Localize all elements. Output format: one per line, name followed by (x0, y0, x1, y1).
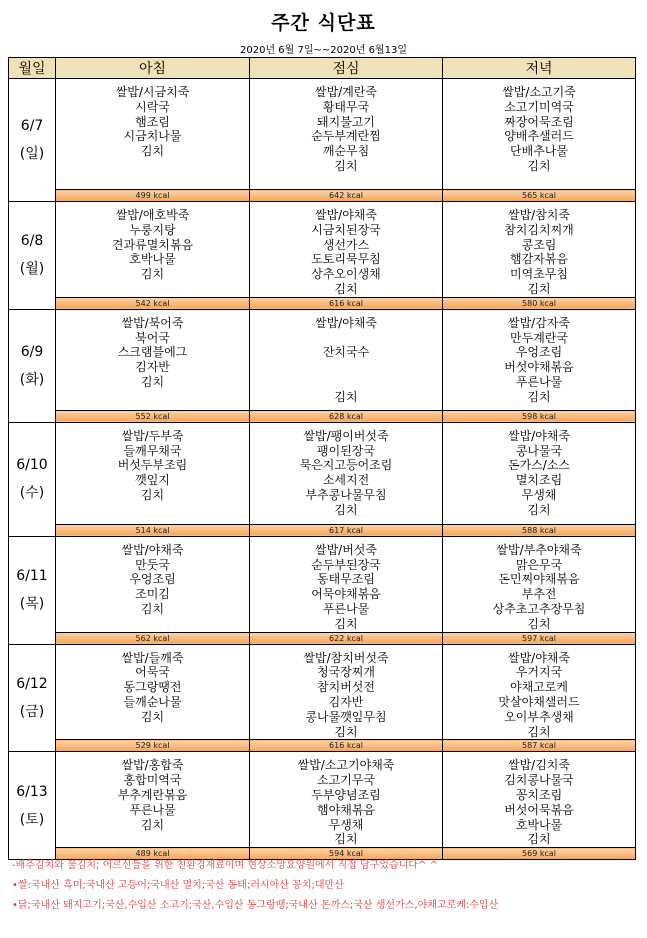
menu-item: 부추계란볶음 (117, 787, 188, 802)
menu-item: 쌀밥/소고기야채죽 (297, 758, 395, 773)
note-kimchi: -배추김치와 물김치; 어르신들을 위한 친환경재료이며 현상소망요양원에서 직접 담구었습니다^ ^ (12, 860, 438, 871)
lunch-kcal: 628 kcal (250, 410, 443, 422)
lunch-cell (250, 536, 443, 632)
menu-item: 햄감자볶음 (510, 252, 568, 267)
menu-item: 북어국 (135, 330, 170, 345)
breakfast-cell (56, 422, 250, 524)
kcal-row (9, 740, 636, 752)
lunch-kcal: 594 kcal (250, 848, 443, 860)
page-title: 주간 식단표 (271, 12, 376, 34)
day-row (9, 752, 636, 848)
dinner-cell (443, 536, 636, 632)
header-date: 월일 (9, 58, 56, 79)
dinner-cell (443, 752, 636, 848)
menu-item: 돈민찌야채볶음 (498, 572, 580, 587)
menu-item: 소고기무국 (317, 773, 375, 788)
menu-item: 꽁치조림 (515, 787, 563, 802)
menu-item: 만두계란국 (510, 330, 568, 345)
kcal-row (9, 297, 636, 309)
menu-item: 도토리묵무침 (311, 252, 381, 267)
date-range: 2020년 6월 7일~~2020년 6월13일 (240, 45, 407, 56)
menu-item: 야채고로케 (510, 680, 568, 695)
menu-item: 만둣국 (135, 557, 170, 572)
menu-item: 들깨순나물 (123, 694, 182, 709)
menu-item: 참치버섯전 (317, 680, 375, 695)
dinner-cell (443, 202, 636, 298)
day-cell (9, 536, 56, 644)
menu-item: 소세지전 (322, 473, 370, 488)
day-date: 6/10 (16, 457, 48, 474)
menu-item: 호박나물 (515, 817, 563, 832)
menu-item: 쌀밥/소고기죽 (502, 85, 576, 99)
breakfast-cell (56, 536, 250, 632)
dinner-kcal: 597 kcal (443, 632, 636, 644)
dinner-kcal: 569 kcal (443, 848, 636, 860)
menu-item: 참치김치찌개 (504, 222, 574, 237)
menu-item: 소고기미역국 (504, 99, 574, 114)
menu-item: 김치콩나물국 (504, 773, 574, 788)
menu-item: 김치 (140, 817, 165, 832)
day-row (9, 79, 636, 190)
breakfast-cell (56, 752, 250, 848)
menu-item: 버섯야채볶음 (504, 360, 574, 375)
menu-item: 김치 (140, 709, 165, 724)
menu-item: 김치 (334, 158, 358, 173)
kcal-row (9, 190, 636, 202)
menu-item: 쌀밥/참치죽 (507, 208, 570, 222)
menu-item: 김치 (334, 281, 358, 296)
day-row (9, 202, 636, 298)
menu-item: 돼지불고기 (317, 114, 375, 129)
menu-item: 두부양념조림 (311, 787, 381, 802)
note-origin-1: •쌀:국내산 흑미;국내산 고등어;국내산 멸치;국산 동태;러시아산 꽁치;대만산 (12, 880, 344, 891)
day-date: 6/8 (20, 233, 44, 250)
menu-item: 쌀밥/부추야채죽 (496, 542, 582, 557)
menu-item: 청국장찌개 (317, 665, 375, 680)
menu-item: 스크램블에그 (117, 345, 188, 360)
menu-item: 쌀밥/야채죽 (314, 208, 377, 222)
menu-item: 우엉조림 (129, 572, 176, 587)
menu-item: 잔치국수 (322, 345, 370, 360)
menu-item: 순두부계란찜 (311, 129, 381, 144)
menu-item: 짜장어묵조림 (504, 114, 574, 129)
day-row (9, 644, 636, 740)
menu-item: 김치 (140, 267, 165, 282)
menu-item (250, 360, 442, 375)
menu-item: 푸른나물 (322, 601, 370, 616)
menu-item: 홍합미역국 (123, 773, 182, 788)
menu-item: 김치 (527, 281, 551, 296)
lunch-kcal: 642 kcal (250, 190, 443, 202)
weekly-menu-table (8, 57, 636, 860)
day-cell (9, 309, 56, 422)
menu-item: 돈가스/소스 (507, 458, 570, 473)
breakfast-kcal: 489 kcal (56, 848, 250, 860)
menu-item: 김치 (527, 158, 551, 173)
menu-item: 오이부추생채 (504, 709, 574, 724)
day-cell (9, 644, 56, 752)
menu-item: 순두부된장국 (311, 557, 381, 572)
menu-item: 콩나물국 (515, 443, 563, 458)
dinner-kcal: 588 kcal (443, 524, 636, 536)
day-weekday: (월) (19, 261, 45, 278)
dinner-kcal: 587 kcal (443, 740, 636, 752)
menu-item: 김자반 (328, 694, 364, 709)
menu-item: 미역초무침 (510, 267, 568, 282)
note-origin-2: •닭;국내산 돼지고기;국산,수입산 소고기;국산,수입산 동그랑땡;국내산 돈까스;국산 생선가스,야채고로케:수입산 (12, 900, 499, 911)
menu-item: 쌀밥/야채죽 (507, 428, 570, 443)
menu-item: 우엉조림 (515, 345, 563, 360)
lunch-cell (250, 752, 443, 848)
day-cell (9, 422, 56, 536)
dinner-cell (443, 79, 636, 190)
day-date: 6/7 (20, 118, 44, 134)
day-weekday: (목) (19, 596, 45, 613)
menu-item: 김치 (334, 616, 358, 631)
lunch-cell (250, 644, 443, 740)
menu-item: 쌀밥/감자죽 (507, 315, 570, 330)
menu-item: 부추콩나물무침 (305, 487, 387, 502)
menu-item: 쌀밥/야채죽 (121, 542, 184, 557)
day-row (9, 422, 636, 524)
menu-item: 조미김 (135, 587, 170, 602)
menu-item: 시금치나물 (123, 129, 182, 144)
lunch-cell (250, 422, 443, 524)
menu-item: 쌀밥/애호박죽 (115, 208, 190, 222)
header-dinner: 저녁 (443, 58, 636, 79)
header-breakfast: 아침 (56, 58, 250, 79)
breakfast-cell (56, 79, 250, 190)
menu-item: 김치 (334, 502, 358, 517)
kcal-row (9, 410, 636, 422)
day-date: 6/13 (16, 783, 48, 800)
breakfast-kcal: 562 kcal (56, 632, 250, 644)
menu-item: 쌀밥/김치죽 (507, 758, 570, 773)
lunch-cell (250, 79, 443, 190)
lunch-cell (250, 202, 443, 298)
dinner-kcal: 580 kcal (443, 297, 636, 309)
day-cell (9, 752, 56, 860)
dinner-cell (443, 644, 636, 740)
lunch-kcal: 622 kcal (250, 632, 443, 644)
breakfast-cell (56, 309, 250, 410)
day-date: 6/9 (20, 343, 44, 360)
menu-item: 김치 (140, 374, 165, 389)
menu-item: 상추초고추장무침 (492, 601, 586, 616)
menu-item: 버섯어묵볶음 (504, 802, 574, 817)
day-date: 6/12 (16, 675, 48, 692)
menu-item: 김자반 (135, 360, 170, 375)
header-row (9, 58, 636, 79)
breakfast-kcal: 529 kcal (56, 740, 250, 752)
kcal-row (9, 632, 636, 644)
menu-item: 어묵국 (135, 665, 170, 680)
menu-item: 동태무조림 (317, 572, 375, 587)
menu-item: 쌀밥/들깨죽 (121, 650, 184, 665)
menu-item: 쌀밥/참치버섯죽 (303, 650, 389, 665)
menu-item: 푸른나물 (515, 374, 563, 389)
day-row (9, 309, 636, 410)
menu-item: 누룽지탕 (129, 222, 176, 237)
header-lunch: 점심 (250, 58, 443, 79)
breakfast-cell (56, 644, 250, 740)
menu-item: 맛살야채샐러드 (498, 694, 580, 709)
menu-item: 김치 (334, 832, 358, 847)
menu-item (250, 375, 442, 390)
menu-item: 쌀밥/시금치죽 (115, 85, 190, 99)
dinner-cell (443, 422, 636, 524)
lunch-kcal: 617 kcal (250, 524, 443, 536)
menu-item: 묵은지고등어조림 (299, 458, 393, 473)
menu-item: 김치 (334, 724, 358, 739)
menu-item: 푸른나물 (129, 802, 176, 817)
menu-item: 쌀밥/야채죽 (314, 315, 377, 330)
menu-item: 단배추나물 (510, 144, 568, 159)
menu-item: 쌀밥/버섯죽 (314, 542, 377, 557)
menu-item: 부추전 (521, 587, 557, 602)
dinner-kcal: 598 kcal (443, 410, 636, 422)
menu-item: 견과류멸치볶음 (111, 237, 194, 252)
menu-item: 콩나물깻잎무침 (305, 709, 387, 724)
menu-item: 쌀밥/홍합죽 (121, 758, 184, 773)
day-weekday: (토) (19, 811, 45, 828)
kcal-row (9, 524, 636, 536)
dinner-cell (443, 309, 636, 410)
breakfast-kcal: 552 kcal (56, 410, 250, 422)
menu-item: 깨순무침 (322, 144, 370, 159)
lunch-kcal: 616 kcal (250, 297, 443, 309)
menu-item: 무생채 (328, 817, 364, 832)
notes (12, 856, 637, 916)
menu-item: 시금치된장국 (311, 222, 381, 237)
menu-item: 양배추샐러드 (504, 129, 574, 144)
menu-item: 김치 (334, 389, 358, 404)
menu-item: 콩조림 (521, 237, 557, 252)
menu-item: 맑은무국 (515, 557, 563, 572)
menu-item: 김치 (527, 502, 551, 517)
menu-item: 들깨무채국 (123, 443, 182, 458)
lunch-cell (250, 309, 443, 410)
day-row (9, 536, 636, 632)
menu-item: 무생채 (521, 487, 557, 502)
day-weekday: (일) (19, 146, 45, 162)
day-weekday: (금) (19, 703, 45, 720)
menu-item: 쌀밥/팽이버섯죽 (303, 428, 389, 443)
breakfast-kcal: 514 kcal (56, 524, 250, 536)
menu-item: 호박나물 (129, 252, 176, 267)
day-weekday: (화) (19, 371, 45, 388)
menu-item: 햄조림 (135, 114, 170, 129)
day-cell (9, 79, 56, 202)
menu-item: 김치 (140, 487, 165, 502)
day-cell (9, 202, 56, 310)
menu-item: 김치 (140, 144, 165, 159)
menu-item: 쌀밥/야채죽 (507, 650, 570, 665)
menu-item: 황태무국 (322, 99, 370, 114)
menu-item: 생선가스 (322, 237, 370, 252)
menu-item: 시락국 (135, 99, 170, 114)
menu-item: 동그랑땡전 (123, 680, 182, 695)
menu-item: 김치 (527, 616, 551, 631)
menu-item (250, 331, 442, 346)
day-weekday: (수) (19, 485, 45, 502)
menu-item: 김치 (140, 601, 165, 616)
breakfast-cell (56, 202, 250, 298)
menu-item: 김치 (527, 389, 551, 404)
menu-item: 김치 (527, 724, 551, 739)
dinner-kcal: 565 kcal (443, 190, 636, 202)
menu-item: 우거지국 (515, 665, 563, 680)
menu-item: 김치 (527, 832, 551, 847)
menu-item: 멸치조림 (515, 473, 563, 488)
menu-item: 버섯두부조림 (117, 458, 188, 473)
menu-item: 팽이된장국 (317, 443, 375, 458)
breakfast-kcal: 499 kcal (56, 190, 250, 202)
day-date: 6/11 (16, 568, 48, 585)
menu-item: 쌀밥/북어죽 (121, 315, 184, 330)
menu-item: 햄야채볶음 (317, 802, 375, 817)
menu-item: 깻잎지 (135, 473, 170, 488)
lunch-kcal: 616 kcal (250, 740, 443, 752)
menu-item: 어묵야채볶음 (311, 587, 381, 602)
menu-item: 쌀밥/계란죽 (314, 85, 377, 99)
menu-item: 상추오이생채 (311, 267, 381, 282)
breakfast-kcal: 542 kcal (56, 297, 250, 309)
menu-item: 쌀밥/두부죽 (121, 428, 184, 443)
